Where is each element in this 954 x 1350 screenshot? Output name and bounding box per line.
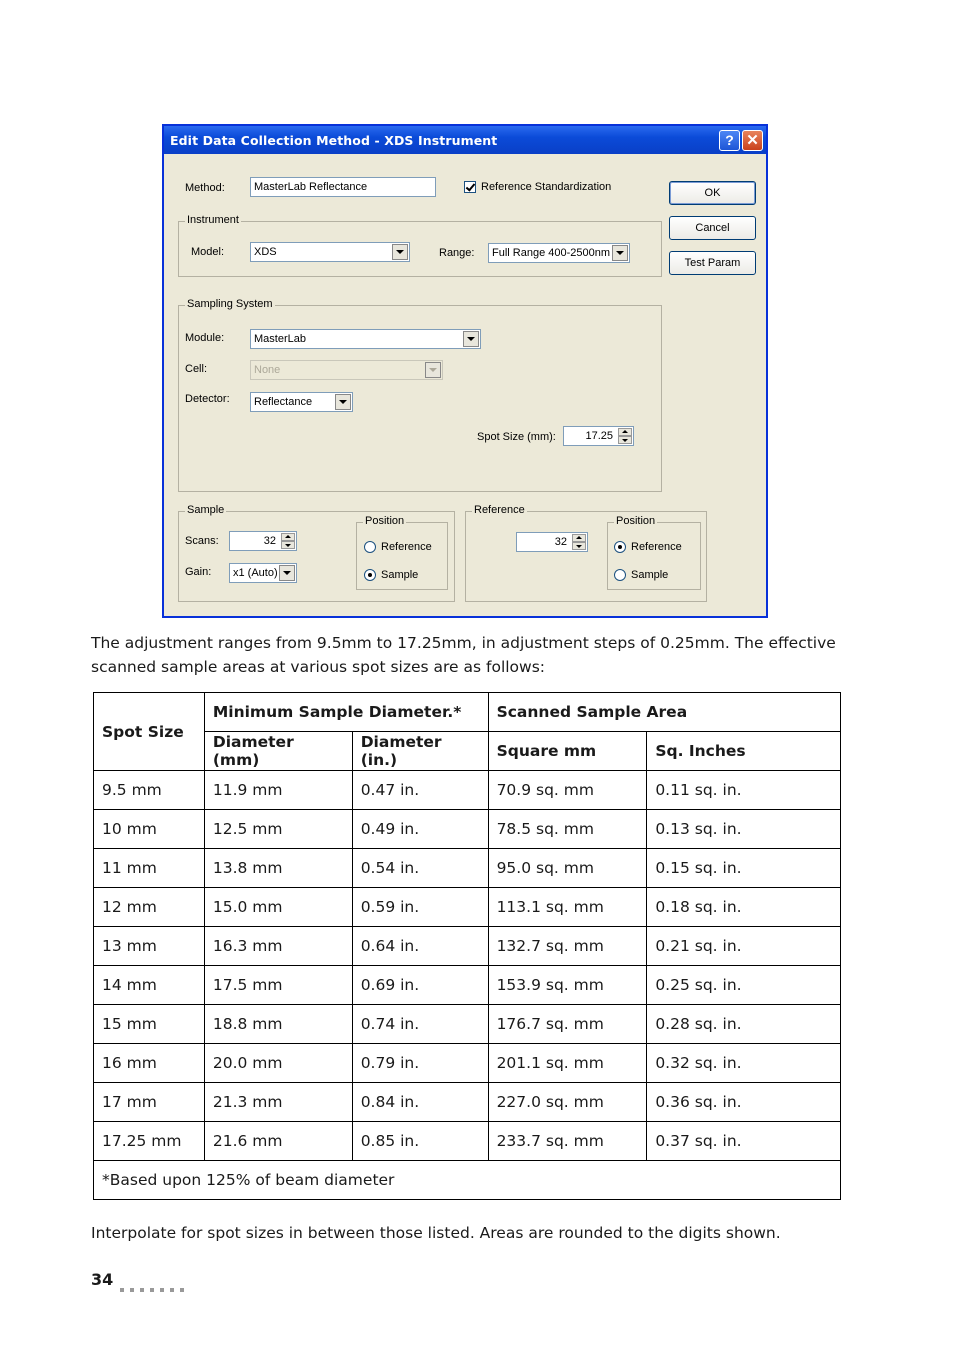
header-scanned-area: Scanned Sample Area xyxy=(488,693,840,732)
range-value: Full Range 400-2500nm xyxy=(492,247,611,259)
table-row xyxy=(94,1083,841,1122)
spot-size-spinner[interactable] xyxy=(563,426,634,446)
outro-paragraph: Interpolate for spot sizes in between those listed. Areas are rounded to the digits shown. xyxy=(91,1224,781,1242)
module-value: MasterLab xyxy=(254,333,306,345)
table-row xyxy=(94,1005,841,1044)
table-cell: 12.5 mm xyxy=(204,810,352,849)
table-cell: 0.79 in. xyxy=(352,1044,488,1083)
table-cell: 14 mm xyxy=(94,966,205,1005)
spot-size-label: Spot Size (mm): xyxy=(477,431,556,443)
table-cell: 16.3 mm xyxy=(204,927,352,966)
reference-sample-radio[interactable] xyxy=(614,569,626,581)
table-cell: 11 mm xyxy=(94,849,205,888)
model-label: Model: xyxy=(191,246,225,258)
reference-standardization-label: Reference Standardization xyxy=(481,181,612,193)
intro-line-2: scanned sample areas at various spot sizes are as follows: xyxy=(91,658,546,676)
table-row xyxy=(94,1044,841,1083)
sample-position-legend: Position xyxy=(365,515,405,527)
sample-scans-value: 32 xyxy=(263,535,276,547)
intro-paragraph xyxy=(91,631,851,679)
table-footnote-row xyxy=(94,1161,841,1200)
table-cell: 16 mm xyxy=(94,1044,205,1083)
chevron-down-icon[interactable] xyxy=(463,331,479,347)
reference-reference-option: Reference xyxy=(631,541,682,553)
table-cell: 17.25 mm xyxy=(94,1122,205,1161)
reference-scans-value: 32 xyxy=(554,536,567,548)
intro-line-1: The adjustment ranges from 9.5mm to 17.25mm, in adjustment steps of 0.25mm. The effective xyxy=(91,634,836,652)
detector-label: Detector: xyxy=(185,393,230,405)
table-cell: 201.1 sq. mm xyxy=(488,1044,647,1083)
spot-size-value: 17.25 xyxy=(585,430,613,442)
table-cell: 0.13 sq. in. xyxy=(647,810,841,849)
table-cell: 70.9 sq. mm xyxy=(488,771,647,810)
table-cell: 12 mm xyxy=(94,888,205,927)
header-spot-size: Spot Size xyxy=(94,693,205,771)
dialog-titlebar xyxy=(164,126,766,154)
table-cell: 21.3 mm xyxy=(204,1083,352,1122)
table-cell: 18.8 mm xyxy=(204,1005,352,1044)
table-cell: 10 mm xyxy=(94,810,205,849)
spot-size-table xyxy=(93,692,841,1200)
reference-scans-spinner[interactable] xyxy=(516,532,588,552)
header-min-diameter: Minimum Sample Diameter.* xyxy=(204,693,488,732)
gain-label: Gain: xyxy=(185,566,212,578)
table-cell: 0.47 in. xyxy=(352,771,488,810)
reference-position-legend: Position xyxy=(616,515,656,527)
test-param-button[interactable]: Test Param xyxy=(669,251,756,275)
table-cell: 0.59 in. xyxy=(352,888,488,927)
table-row xyxy=(94,888,841,927)
range-select[interactable] xyxy=(488,243,630,263)
table-cell: 0.37 sq. in. xyxy=(647,1122,841,1161)
table-subheader-row xyxy=(94,732,841,771)
sample-sample-option: Sample xyxy=(381,569,419,581)
help-icon[interactable]: ? xyxy=(719,130,740,151)
detector-value: Reflectance xyxy=(254,396,313,408)
table-header-row xyxy=(94,693,841,732)
table-cell: 13.8 mm xyxy=(204,849,352,888)
sampling-system-legend: Sampling System xyxy=(187,298,273,310)
sample-reference-option: Reference xyxy=(381,541,432,553)
table-cell: 15.0 mm xyxy=(204,888,352,927)
cancel-button[interactable]: Cancel xyxy=(669,216,756,240)
table-cell: 0.36 sq. in. xyxy=(647,1083,841,1122)
chevron-down-icon xyxy=(425,362,441,378)
spinner-arrows-icon[interactable] xyxy=(281,533,295,549)
table-cell: 78.5 sq. mm xyxy=(488,810,647,849)
table-cell: 0.21 sq. in. xyxy=(647,927,841,966)
reference-sample-option: Sample xyxy=(631,569,669,581)
table-cell: 233.7 sq. mm xyxy=(488,1122,647,1161)
page-number: 34 xyxy=(91,1270,114,1289)
subheader-diameter-in: Diameter (in.) xyxy=(352,732,488,771)
reference-reference-radio[interactable] xyxy=(614,541,626,553)
table-cell: 153.9 sq. mm xyxy=(488,966,647,1005)
ok-button[interactable]: OK xyxy=(669,181,756,205)
reference-standardization-checkbox[interactable] xyxy=(464,181,476,193)
table-cell: 0.64 in. xyxy=(352,927,488,966)
cell-select xyxy=(250,360,443,380)
range-label: Range: xyxy=(439,247,475,259)
table-cell: 0.15 sq. in. xyxy=(647,849,841,888)
table-cell: 113.1 sq. mm xyxy=(488,888,647,927)
table-cell: 227.0 sq. mm xyxy=(488,1083,647,1122)
table-cell: 0.85 in. xyxy=(352,1122,488,1161)
edit-data-collection-dialog xyxy=(162,124,768,618)
gain-select[interactable] xyxy=(229,563,297,583)
table-cell: 15 mm xyxy=(94,1005,205,1044)
method-input[interactable]: MasterLab Reflectance xyxy=(250,177,436,197)
sample-sample-radio[interactable] xyxy=(364,569,376,581)
table-cell: 9.5 mm xyxy=(94,771,205,810)
table-cell: 0.49 in. xyxy=(352,810,488,849)
chevron-down-icon[interactable] xyxy=(612,245,628,261)
table-cell: 17.5 mm xyxy=(204,966,352,1005)
model-select[interactable] xyxy=(250,242,410,262)
table-footnote: *Based upon 125% of beam diameter xyxy=(94,1161,841,1200)
table-row xyxy=(94,849,841,888)
page-number-dots xyxy=(120,1277,190,1296)
chevron-down-icon[interactable] xyxy=(335,394,351,410)
table-cell: 0.11 sq. in. xyxy=(647,771,841,810)
table-cell: 0.69 in. xyxy=(352,966,488,1005)
subheader-sq-inches: Sq. Inches xyxy=(647,732,841,771)
model-value: XDS xyxy=(254,246,277,258)
table-row xyxy=(94,771,841,810)
table-cell: 0.32 sq. in. xyxy=(647,1044,841,1083)
table-cell: 0.25 sq. in. xyxy=(647,966,841,1005)
sample-scans-spinner[interactable] xyxy=(229,531,297,551)
method-label: Method: xyxy=(185,182,225,194)
close-icon[interactable]: ✕ xyxy=(742,130,763,151)
table-cell: 95.0 sq. mm xyxy=(488,849,647,888)
instrument-legend: Instrument xyxy=(187,214,239,226)
reference-legend: Reference xyxy=(474,504,525,516)
table-row xyxy=(94,1122,841,1161)
table-row xyxy=(94,966,841,1005)
detector-select[interactable] xyxy=(250,392,353,412)
table-cell: 13 mm xyxy=(94,927,205,966)
table-row xyxy=(94,927,841,966)
scans-label: Scans: xyxy=(185,535,219,547)
sample-reference-radio[interactable] xyxy=(364,541,376,553)
cell-value: None xyxy=(254,364,281,376)
table-cell: 176.7 sq. mm xyxy=(488,1005,647,1044)
table-cell: 0.74 in. xyxy=(352,1005,488,1044)
module-label: Module: xyxy=(185,332,225,344)
cell-label: Cell: xyxy=(185,363,208,375)
dialog-title: Edit Data Collection Method - XDS Instrument xyxy=(170,133,498,148)
subheader-square-mm: Square mm xyxy=(488,732,647,771)
table-row xyxy=(94,810,841,849)
chevron-down-icon[interactable] xyxy=(392,244,408,260)
table-cell: 20.0 mm xyxy=(204,1044,352,1083)
table-cell: 17 mm xyxy=(94,1083,205,1122)
module-select[interactable] xyxy=(250,329,481,349)
sample-legend: Sample xyxy=(187,504,225,516)
table-cell: 0.84 in. xyxy=(352,1083,488,1122)
gain-value: x1 (Auto) xyxy=(233,567,278,579)
spinner-arrows-icon[interactable] xyxy=(572,534,586,550)
table-cell: 0.28 sq. in. xyxy=(647,1005,841,1044)
table-cell: 0.54 in. xyxy=(352,849,488,888)
table-cell: 21.6 mm xyxy=(204,1122,352,1161)
table-cell: 132.7 sq. mm xyxy=(488,927,647,966)
table-cell: 0.18 sq. in. xyxy=(647,888,841,927)
spinner-arrows-icon[interactable] xyxy=(618,428,632,444)
table-cell: 11.9 mm xyxy=(204,771,352,810)
chevron-down-icon[interactable] xyxy=(279,565,295,581)
subheader-diameter-mm: Diameter (mm) xyxy=(204,732,352,771)
